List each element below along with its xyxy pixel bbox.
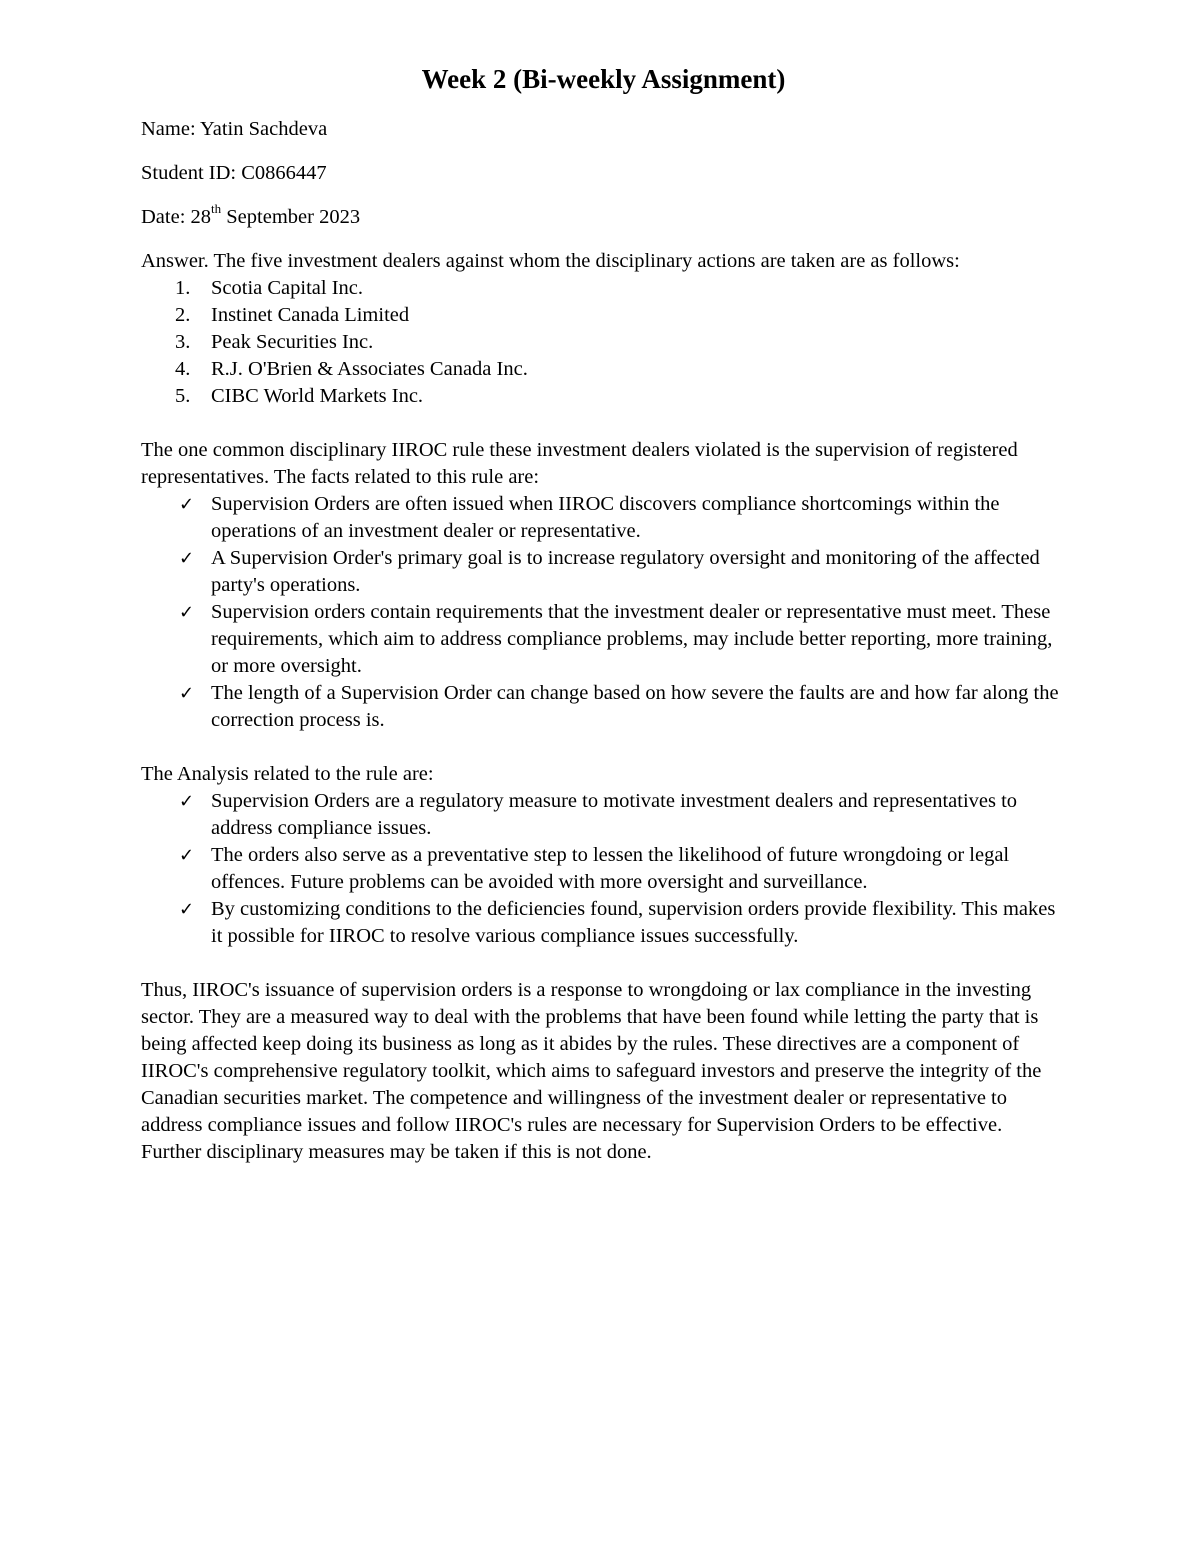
list-item xyxy=(141,599,1066,680)
dealer-list xyxy=(141,275,1066,410)
dealer-name: R.J. O'Brien & Associates Canada Inc. xyxy=(211,358,528,380)
spacer xyxy=(141,410,1066,437)
list-item xyxy=(141,383,1066,410)
analysis-list xyxy=(141,788,1066,950)
dealer-name: CIBC World Markets Inc. xyxy=(211,385,424,407)
analysis-text: By customizing conditions to the deficiencies found, supervision orders provide flexibility. This makes it possible for IIROC to resolve various compliance issues successfully. xyxy=(211,898,1056,947)
fact-text: A Supervision Order's primary goal is to increase regulatory oversight and monitoring of the affected party's operations. xyxy=(211,547,1040,596)
list-item xyxy=(141,275,1066,302)
check-icon: ✓ xyxy=(179,548,195,569)
list-number: 5. xyxy=(175,385,191,407)
facts-list xyxy=(141,491,1066,734)
date-line xyxy=(141,201,1066,231)
list-number: 1. xyxy=(175,277,191,299)
name-line: Name: Yatin Sachdeva xyxy=(141,118,328,140)
list-number: 3. xyxy=(175,331,191,353)
list-item xyxy=(141,842,1066,896)
list-number: 2. xyxy=(175,304,191,326)
list-item xyxy=(141,356,1066,383)
check-icon: ✓ xyxy=(179,494,195,515)
analysis-text: The orders also serve as a preventative step to lessen the likelihood of future wrongdoing or legal offences. Future problems can be avoided with more oversight and surveillance. xyxy=(211,844,1010,893)
dealer-name: Peak Securities Inc. xyxy=(211,331,374,353)
fact-text: The length of a Supervision Order can change based on how severe the faults are and how far along the correction process is. xyxy=(211,682,1059,731)
check-icon: ✓ xyxy=(179,602,195,623)
spacer xyxy=(141,734,1066,761)
answer-intro: Answer. The five investment dealers against whom the disciplinary actions are taken are as follows: xyxy=(141,250,960,272)
check-icon: ✓ xyxy=(179,683,195,704)
check-icon: ✓ xyxy=(179,899,195,920)
dealer-name: Scotia Capital Inc. xyxy=(211,277,363,299)
list-item xyxy=(141,329,1066,356)
list-item xyxy=(141,788,1066,842)
fact-text: Supervision orders contain requirements that the investment dealer or representative must meet. These requirements, which aim to address compliance problems, may include better reporting, more training, or more oversight. xyxy=(211,601,1053,677)
list-item xyxy=(141,896,1066,950)
student-id-line: Student ID: C0866447 xyxy=(141,162,327,184)
list-item xyxy=(141,545,1066,599)
check-icon: ✓ xyxy=(179,791,195,812)
analysis-intro: The Analysis related to the rule are: xyxy=(141,763,434,785)
fact-text: Supervision Orders are often issued when IIROC discovers compliance shortcomings within the operations of an investment dealer or representative. xyxy=(211,493,1000,542)
list-item xyxy=(141,302,1066,329)
document-title: Week 2 (Bi-weekly Assignment) xyxy=(421,64,786,94)
analysis-text: Supervision Orders are a regulatory measure to motivate investment dealers and representatives to address compliance issues. xyxy=(211,790,1018,839)
list-number: 4. xyxy=(175,358,191,380)
date-suffix: September 2023 xyxy=(221,206,361,228)
date-prefix: Date: 28 xyxy=(141,206,212,228)
list-item xyxy=(141,680,1066,734)
check-icon: ✓ xyxy=(179,845,195,866)
date-superscript: th xyxy=(211,201,222,217)
document-body xyxy=(141,60,1066,1166)
conclusion-paragraph: Thus, IIROC's issuance of supervision orders is a response to wrongdoing or lax compliance in the investing sector. They are a measured way to deal with the problems that have been found while letting the party that is being affected keep doing its business as long as it abides by the rules. These directives are a component of IIROC's comprehensive regulatory toolkit, which aims to safeguard investors and preserve the integrity of the Canadian securities market. The competence and willingness of the investment dealer or representative to address compliance issues and follow IIROC's rules are necessary for Supervision Orders to be effective. Further disciplinary measures may be taken if this is not done. xyxy=(141,979,1042,1163)
rule-intro: The one common disciplinary IIROC rule these investment dealers violated is the supervision of registered representatives. The facts related to this rule are: xyxy=(141,439,1018,488)
list-item xyxy=(141,491,1066,545)
dealer-name: Instinet Canada Limited xyxy=(211,304,410,326)
spacer xyxy=(141,950,1066,977)
